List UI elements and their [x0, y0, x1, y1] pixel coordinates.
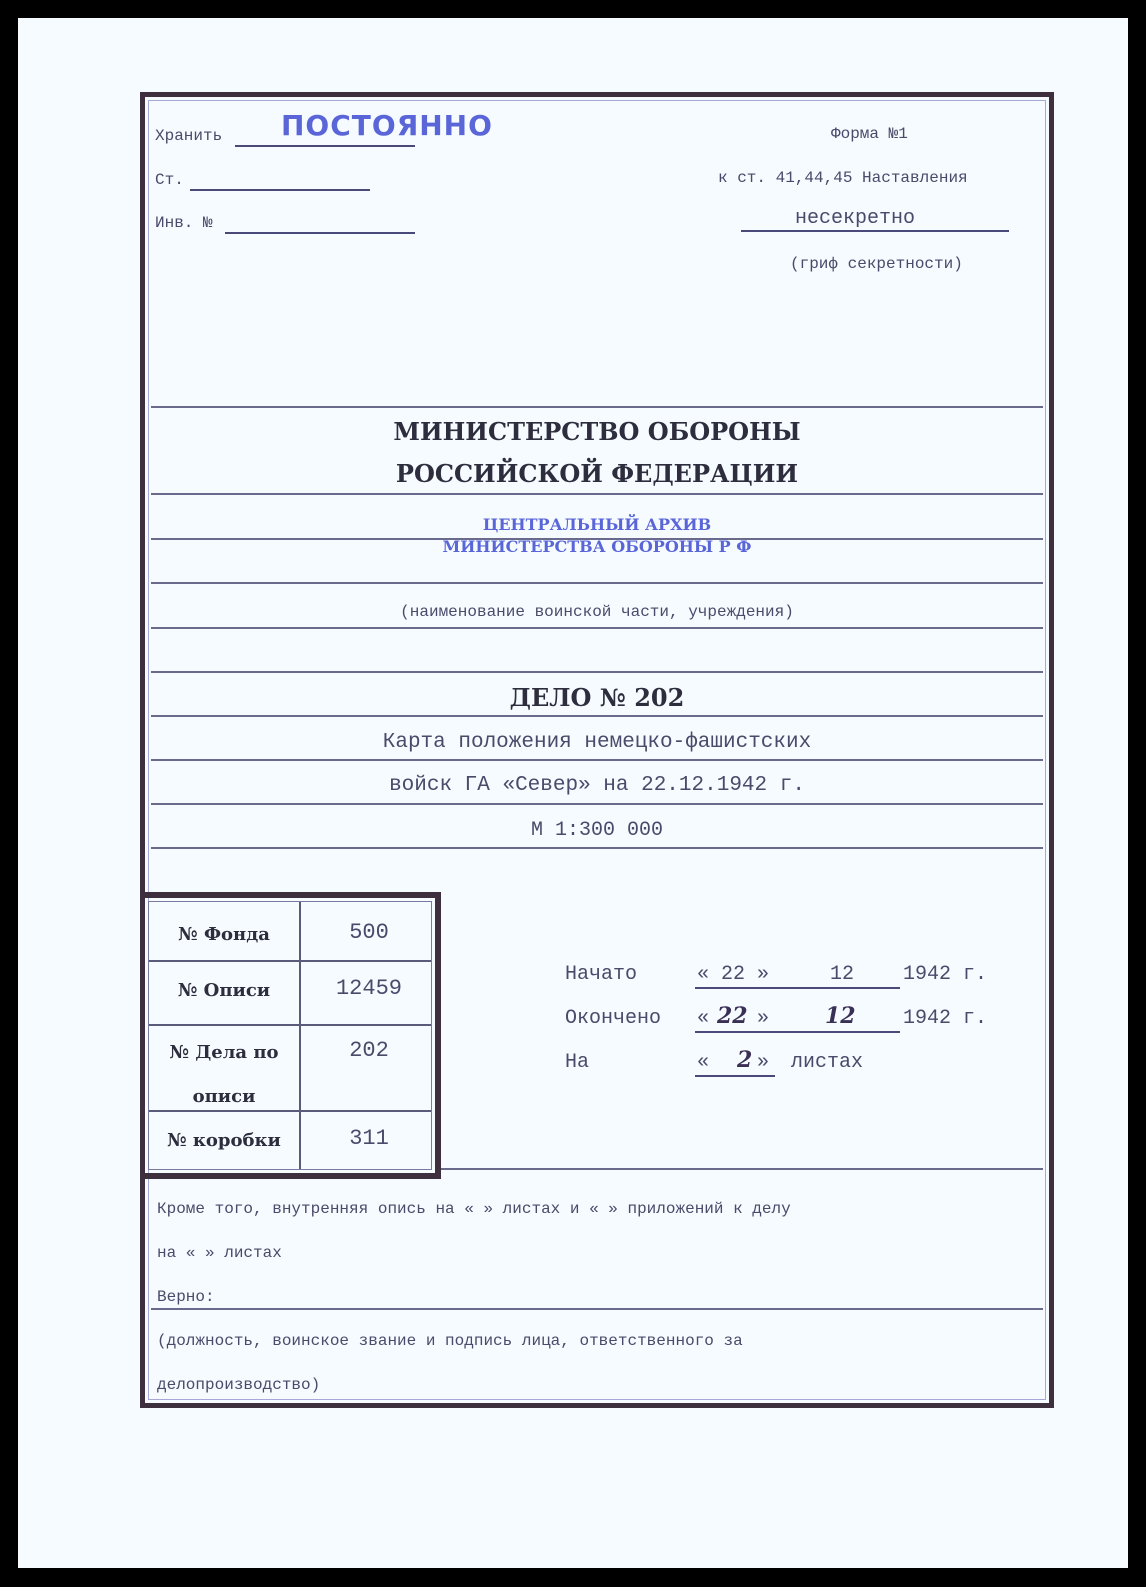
delo-value: 202: [349, 1038, 389, 1063]
rule: [151, 627, 1043, 629]
signature-caption-line1: (должность, воинское звание и подпись лица, ответственного за: [157, 1332, 743, 1350]
sheets-unit: листах: [791, 1051, 864, 1074]
started-underline: [695, 987, 900, 989]
sheets-close: »: [757, 1051, 770, 1074]
delo-label-line1: № Дела по: [169, 1042, 279, 1063]
case-scale: М 1:300 000: [530, 819, 664, 842]
store-underline: [235, 145, 415, 147]
started-month: 12: [830, 963, 855, 986]
archive-table: [145, 892, 441, 1179]
inventory-line: Кроме того, внутренняя опись на « » листах и « » приложений к делу: [157, 1200, 791, 1218]
ministry-line1: МИНИСТЕРСТВО ОБОРОНЫ: [393, 417, 801, 446]
case-description-line2: войск ГА «Север» на 22.12.1942 г.: [389, 774, 805, 797]
ended-label: Окончено: [565, 1007, 662, 1030]
ended-month-handwritten: 12: [825, 1003, 856, 1029]
fond-label: № Фонда: [178, 924, 270, 945]
archive-stamp-line2: МИНИСТЕРСТВА ОБОРОНЫ Р Ф: [442, 537, 752, 556]
sheets-label: На: [565, 1051, 590, 1074]
rule: [151, 847, 1043, 849]
ended-day-handwritten: 22: [717, 1003, 748, 1029]
case-title: ДЕЛО № 202: [509, 683, 685, 712]
store-label: Хранить: [155, 127, 223, 145]
certified-label: Верно:: [157, 1288, 215, 1306]
sheets-underline: [695, 1075, 775, 1077]
box-value: 311: [349, 1126, 389, 1151]
rule: [151, 715, 1043, 717]
article-underline: [190, 189, 370, 191]
rule: [151, 1308, 1043, 1310]
opis-value: 12459: [335, 976, 402, 1001]
rule: [151, 671, 1043, 673]
rule: [151, 759, 1043, 761]
inv-label: Инв. №: [155, 214, 213, 232]
started-label: Начато: [565, 963, 638, 986]
ended-year: 1942 г.: [903, 1007, 988, 1030]
classification: несекретно: [795, 207, 916, 230]
inv-underline: [225, 232, 415, 234]
ended-underline: [695, 1031, 900, 1033]
box-label: № коробки: [167, 1130, 281, 1151]
store-stamp: ПОСТОЯННО: [281, 109, 493, 142]
article-label: Ст.: [155, 171, 184, 189]
signature-caption-line2: делопроизводство): [157, 1376, 321, 1394]
started-year: 1942 г.: [903, 963, 988, 986]
inventory-line2: на « » листах: [157, 1244, 282, 1262]
archive-case-cover: [140, 92, 1054, 1408]
form-label: Форма №1: [831, 125, 908, 143]
case-description-line1: Карта положения немецко-фашистских: [382, 731, 812, 754]
ended-day-close: »: [757, 1007, 770, 1030]
row-divider: [149, 1110, 431, 1112]
rule: [151, 406, 1043, 408]
row-divider: [149, 960, 431, 962]
fond-value: 500: [349, 920, 389, 945]
delo-label-line2: описи: [192, 1086, 256, 1107]
opis-label: № Описи: [177, 980, 271, 1001]
ended-day-open: «: [697, 1007, 710, 1030]
rule: [151, 493, 1043, 495]
started-day: « 22 »: [697, 963, 770, 986]
archive-stamp-line1: ЦЕНТРАЛЬНЫЙ АРХИВ: [482, 515, 712, 534]
form-reference: к ст. 41,44,45 Наставления: [718, 169, 968, 187]
classification-underline: [741, 230, 1009, 232]
rule: [151, 803, 1043, 805]
ministry-line2: РОССИЙСКОЙ ФЕДЕРАЦИИ: [395, 459, 799, 488]
classification-caption: (гриф секретности): [790, 255, 963, 273]
rule: [151, 582, 1043, 584]
unit-caption: (наименование воинской части, учреждения): [400, 603, 794, 621]
sheets-open: «: [697, 1051, 710, 1074]
row-divider: [149, 1024, 431, 1026]
rule: [441, 1168, 1043, 1170]
sheets-handwritten: 2: [737, 1047, 753, 1073]
